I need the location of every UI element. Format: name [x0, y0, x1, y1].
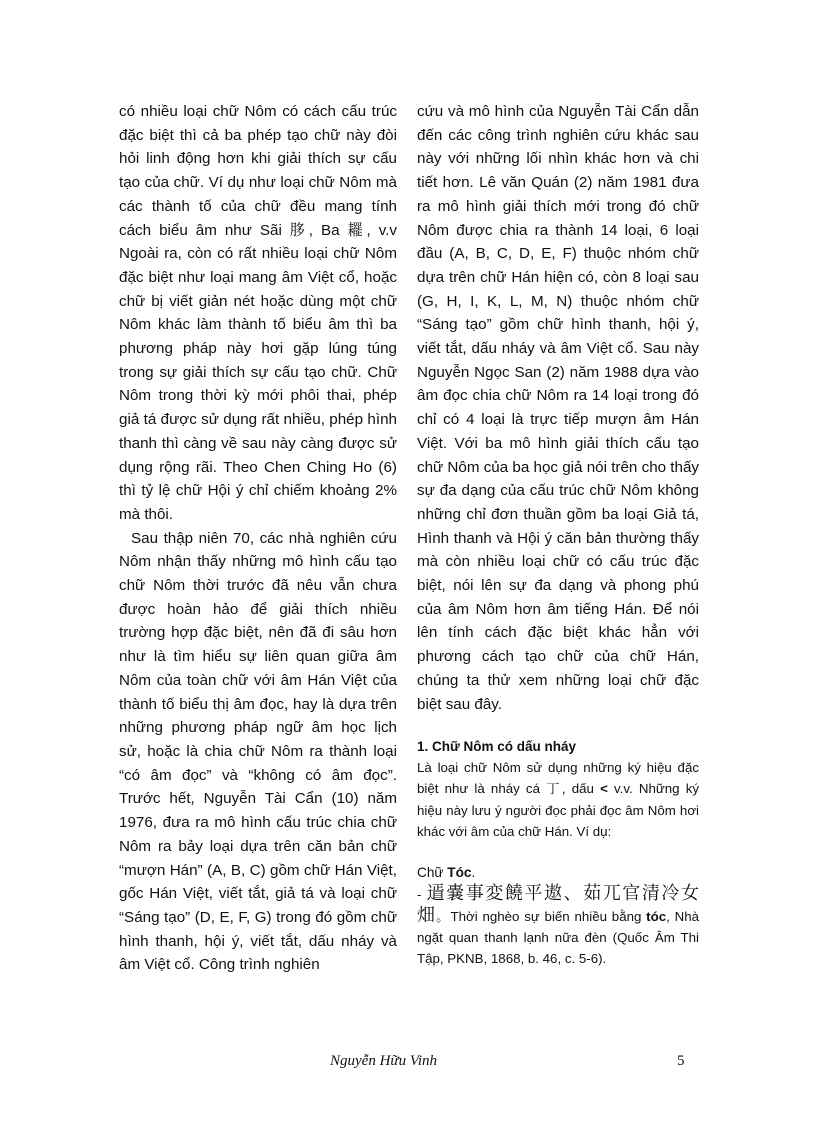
section-paragraph-text-b: , dấu	[561, 781, 601, 797]
left-paragraph-1-mid: , Ba	[308, 221, 348, 239]
section-paragraph	[417, 757, 699, 842]
section-paragraph-text-c: v.v. Những ký hiệu này lưu ý người đọc phải đọc âm Nôm hơi khác với âm của chữ Hán. Ví dụ:	[417, 781, 699, 840]
quote-nom-text: 䢥嚢事変饒平遨、茹兀官清冷女	[426, 883, 699, 905]
left-paragraph-1-rest: , v.v Ngoài ra, còn có rất nhiều loại chữ Nôm đặc biệt như loại mang âm Việt cổ, hoặc chữ bị viết giản nét hoặc dùng một chữ Nôm khác làm thành tố biểu âm thì ba phương pháp này hơi gặp lúng túng trong sự giải thích sự cấu tạo chữ. Chữ Nôm trong thời kỳ mới phôi thai, phép giả tá được sử dụng rất nhiều, phép hình thanh thì càng về sau này càng được sử dụng rộng rãi. Theo Chen Ching Ho (6) thì tỷ lệ chữ Hội ý chỉ chiếm khoảng 2% mà thôi.	[119, 221, 397, 523]
left-column	[119, 100, 397, 977]
nom-character-sai: 䏧	[289, 220, 309, 239]
left-paragraph-1	[119, 100, 397, 527]
example-prefix: Chữ	[417, 865, 448, 881]
footer-author: Nguyễn Hữu Vinh	[330, 1053, 438, 1069]
right-paragraph-1: cứu và mô hình của Nguyễn Tài Cẩn dẫn đến các công trình nghiên cứu khác sau này với những lối nhìn khác hơn và chi tiết hơn. Lê văn Quán (2) năm 1981 đưa ra mô hình giải thích mới trong đó chữ Nôm được chia ra thành 14 loại, 6 loại đầu (A, B, C, D, E, F) thuộc nhóm chữ dựa trên chữ Hán hiện có, còn 8 loại sau (G, H, I, K, L, M, N) thuộc nhóm chữ “Sáng tạo” gồm chữ hình thanh, hội ý, viết tắt, dấu nháy và âm Việt cổ. Sau này Nguyễn Ngọc San (2) năm 1988 dựa vào âm đọc chia chữ Nôm ra 14 loại trong đó chỉ có 4 loại là trực tiếp mượn âm Hán Việt. Với ba mô hình giải thích cấu tạo chữ Nôm của ba học giả nói trên cho thấy sự đa dạng của cấu trúc chữ Nôm không những chỉ đơn thuần gồm ba loại Giả tá, Hình thanh và Hội ý căn bản thường thấy mà còn nhiều loại chữ có cấu trúc đặc biệt, nói lên sự đa dạng và phong phú của âm Nôm hơn âm tiếng Hán. Để nói lên tính cách đặc biệt khác hẳn với phương cách tạo chữ của chữ Hán, chúng ta thử xem những loại chữ đặc biệt sau đây.	[417, 103, 700, 713]
nom-character-ba: 䎱	[347, 220, 367, 239]
quote-translation-a: 。Thời nghèo sự biến nhiều bằng	[436, 909, 647, 925]
example-quote	[417, 883, 699, 969]
example-period: .	[471, 865, 476, 881]
quote-dash: -	[417, 887, 427, 903]
section-paragraph-text-a: Là loại chữ Nôm sử dụng những ký hiệu đặc biệt như là nháy cá	[417, 760, 699, 797]
section-heading: 1. Chữ Nôm có dấu nháy	[417, 739, 577, 755]
left-paragraph-1-text: có nhiều loại chữ Nôm có cách cấu trúc đặc biệt thì cả ba phép tạo chữ này đòi hỏi linh động hơn khi giải thích sự cấu tạo của chữ. Ví dụ như loại chữ Nôm mà các thành tố của chữ đều mang tính cách biểu âm như Sãi	[119, 103, 397, 239]
example-word: Tóc	[447, 865, 472, 881]
angle-mark-symbol: <	[600, 781, 608, 797]
example-label	[417, 862, 699, 883]
page-number: 5	[677, 1053, 685, 1069]
right-column	[417, 100, 699, 969]
quote-nom-text-2: 畑	[417, 905, 437, 927]
quote-bold-word: tóc	[646, 909, 667, 925]
left-paragraph-2: Sau thập niên 70, các nhà nghiên cứu Nôm nhận thấy những mô hình cấu tạo chữ Nôm thời trước đã nêu vẫn chưa được hoàn hảo để giải thích nhiều trường hợp đặc biệt, nên đã đi sâu hơn như là tìm hiểu sự liên quan giữa âm Nôm của toàn chữ với âm Hán Việt của thành tố biểu thị âm đọc, hay là dựa trên những phương pháp ngữ âm học lịch sử, hoặc là chia chữ Nôm ra thành loại “có âm đọc” và “không có âm đọc”. Trước hết, Nguyễn Tài Cẩn (10) năm 1976, đưa ra mô hình cấu trúc chia chữ Nôm ra bảy loại dựa trên căn bản chữ “mượn Hán” (A, B, C) gồm chữ Hán Việt, gốc Hán Việt, viết tắt, giả tá và loại chữ “Sáng tạo” (D, E, F, G) trong đó gồm chữ hình thanh, hội ý, viết tắt, dấu nháy và âm Việt cổ. Công trình nghiên	[119, 529, 397, 974]
nay-ca-symbol: 丁	[546, 782, 562, 798]
quote-translation-b: , Nhà ngặt quan thanh lạnh nữa đèn (Quốc Âm Thi Tập, PKNB, 1868, b. 46, c. 5-6).	[417, 909, 699, 967]
